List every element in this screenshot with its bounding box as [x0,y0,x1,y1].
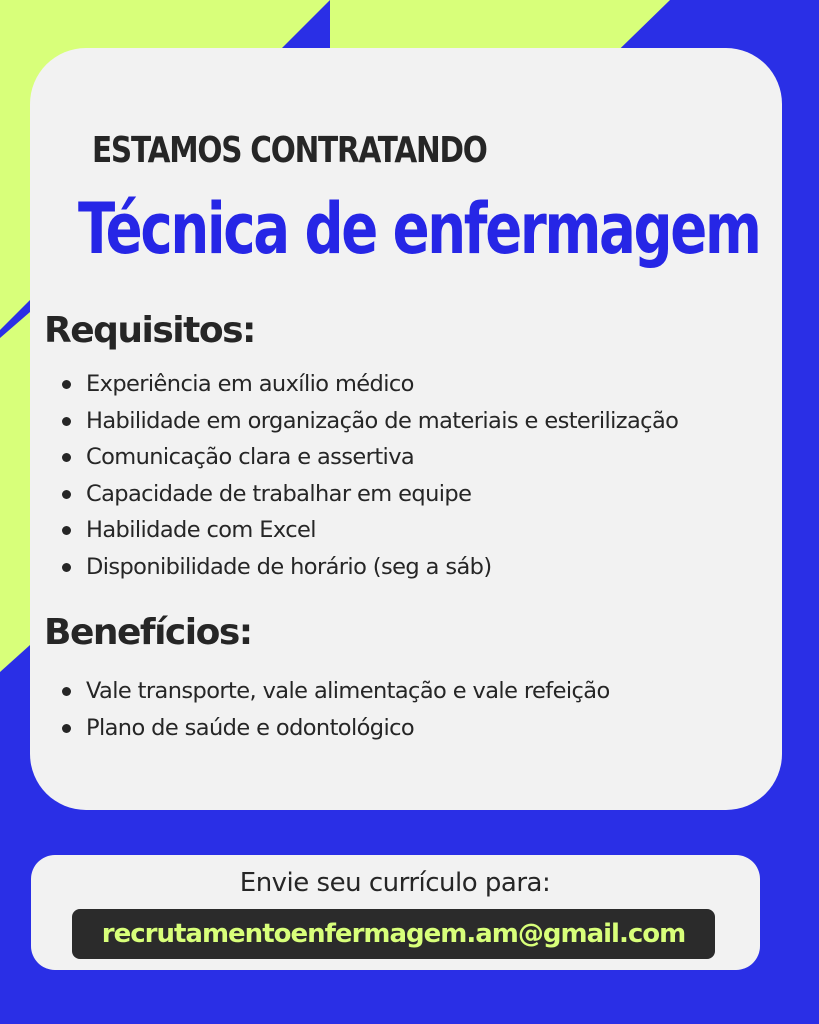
bullet-icon [62,417,71,426]
requirements-list [62,366,678,585]
list-item [62,549,678,586]
list-item-text: Vale transporte, vale alimentação e vale refeição [86,678,610,704]
requirements-heading: Requisitos: [44,310,255,351]
list-item-text: Habilidade em organização de materiais e esterilização [86,407,679,434]
bullet-icon [62,687,71,696]
list-item-text: Habilidade com Excel [86,517,316,543]
job-title: Técnica de enfermagem [78,188,760,270]
benefits-list [62,673,610,746]
bullet-icon [62,453,71,462]
contact-label: Envie seu currículo para: [239,868,551,898]
list-item-text: Capacidade de trabalhar em equipe [86,480,472,507]
list-item [62,366,678,403]
list-item [62,673,610,710]
list-item-text: Disponibilidade de horário (seg a sáb) [86,553,492,580]
bullet-icon [62,526,71,535]
list-item [62,439,678,476]
list-item [62,403,678,440]
background-lime-left-triangle [0,312,30,672]
hiring-eyebrow: ESTAMOS CONTRATANDO [92,130,487,171]
list-item [62,512,678,549]
list-item [62,710,610,747]
list-item-text: Experiência em auxílio médico [86,371,414,397]
bullet-icon [62,563,71,572]
bullet-icon [62,724,71,733]
contact-email-link[interactable]: recrutamentoenfermagem.am@gmail.com [101,919,686,949]
bullet-icon [62,490,71,499]
benefits-heading: Benefícios: [44,612,252,653]
bullet-icon [62,380,71,389]
list-item-text: Plano de saúde e odontológico [86,714,415,741]
list-item [62,476,678,513]
list-item-text: Comunicação clara e assertiva [86,444,415,470]
